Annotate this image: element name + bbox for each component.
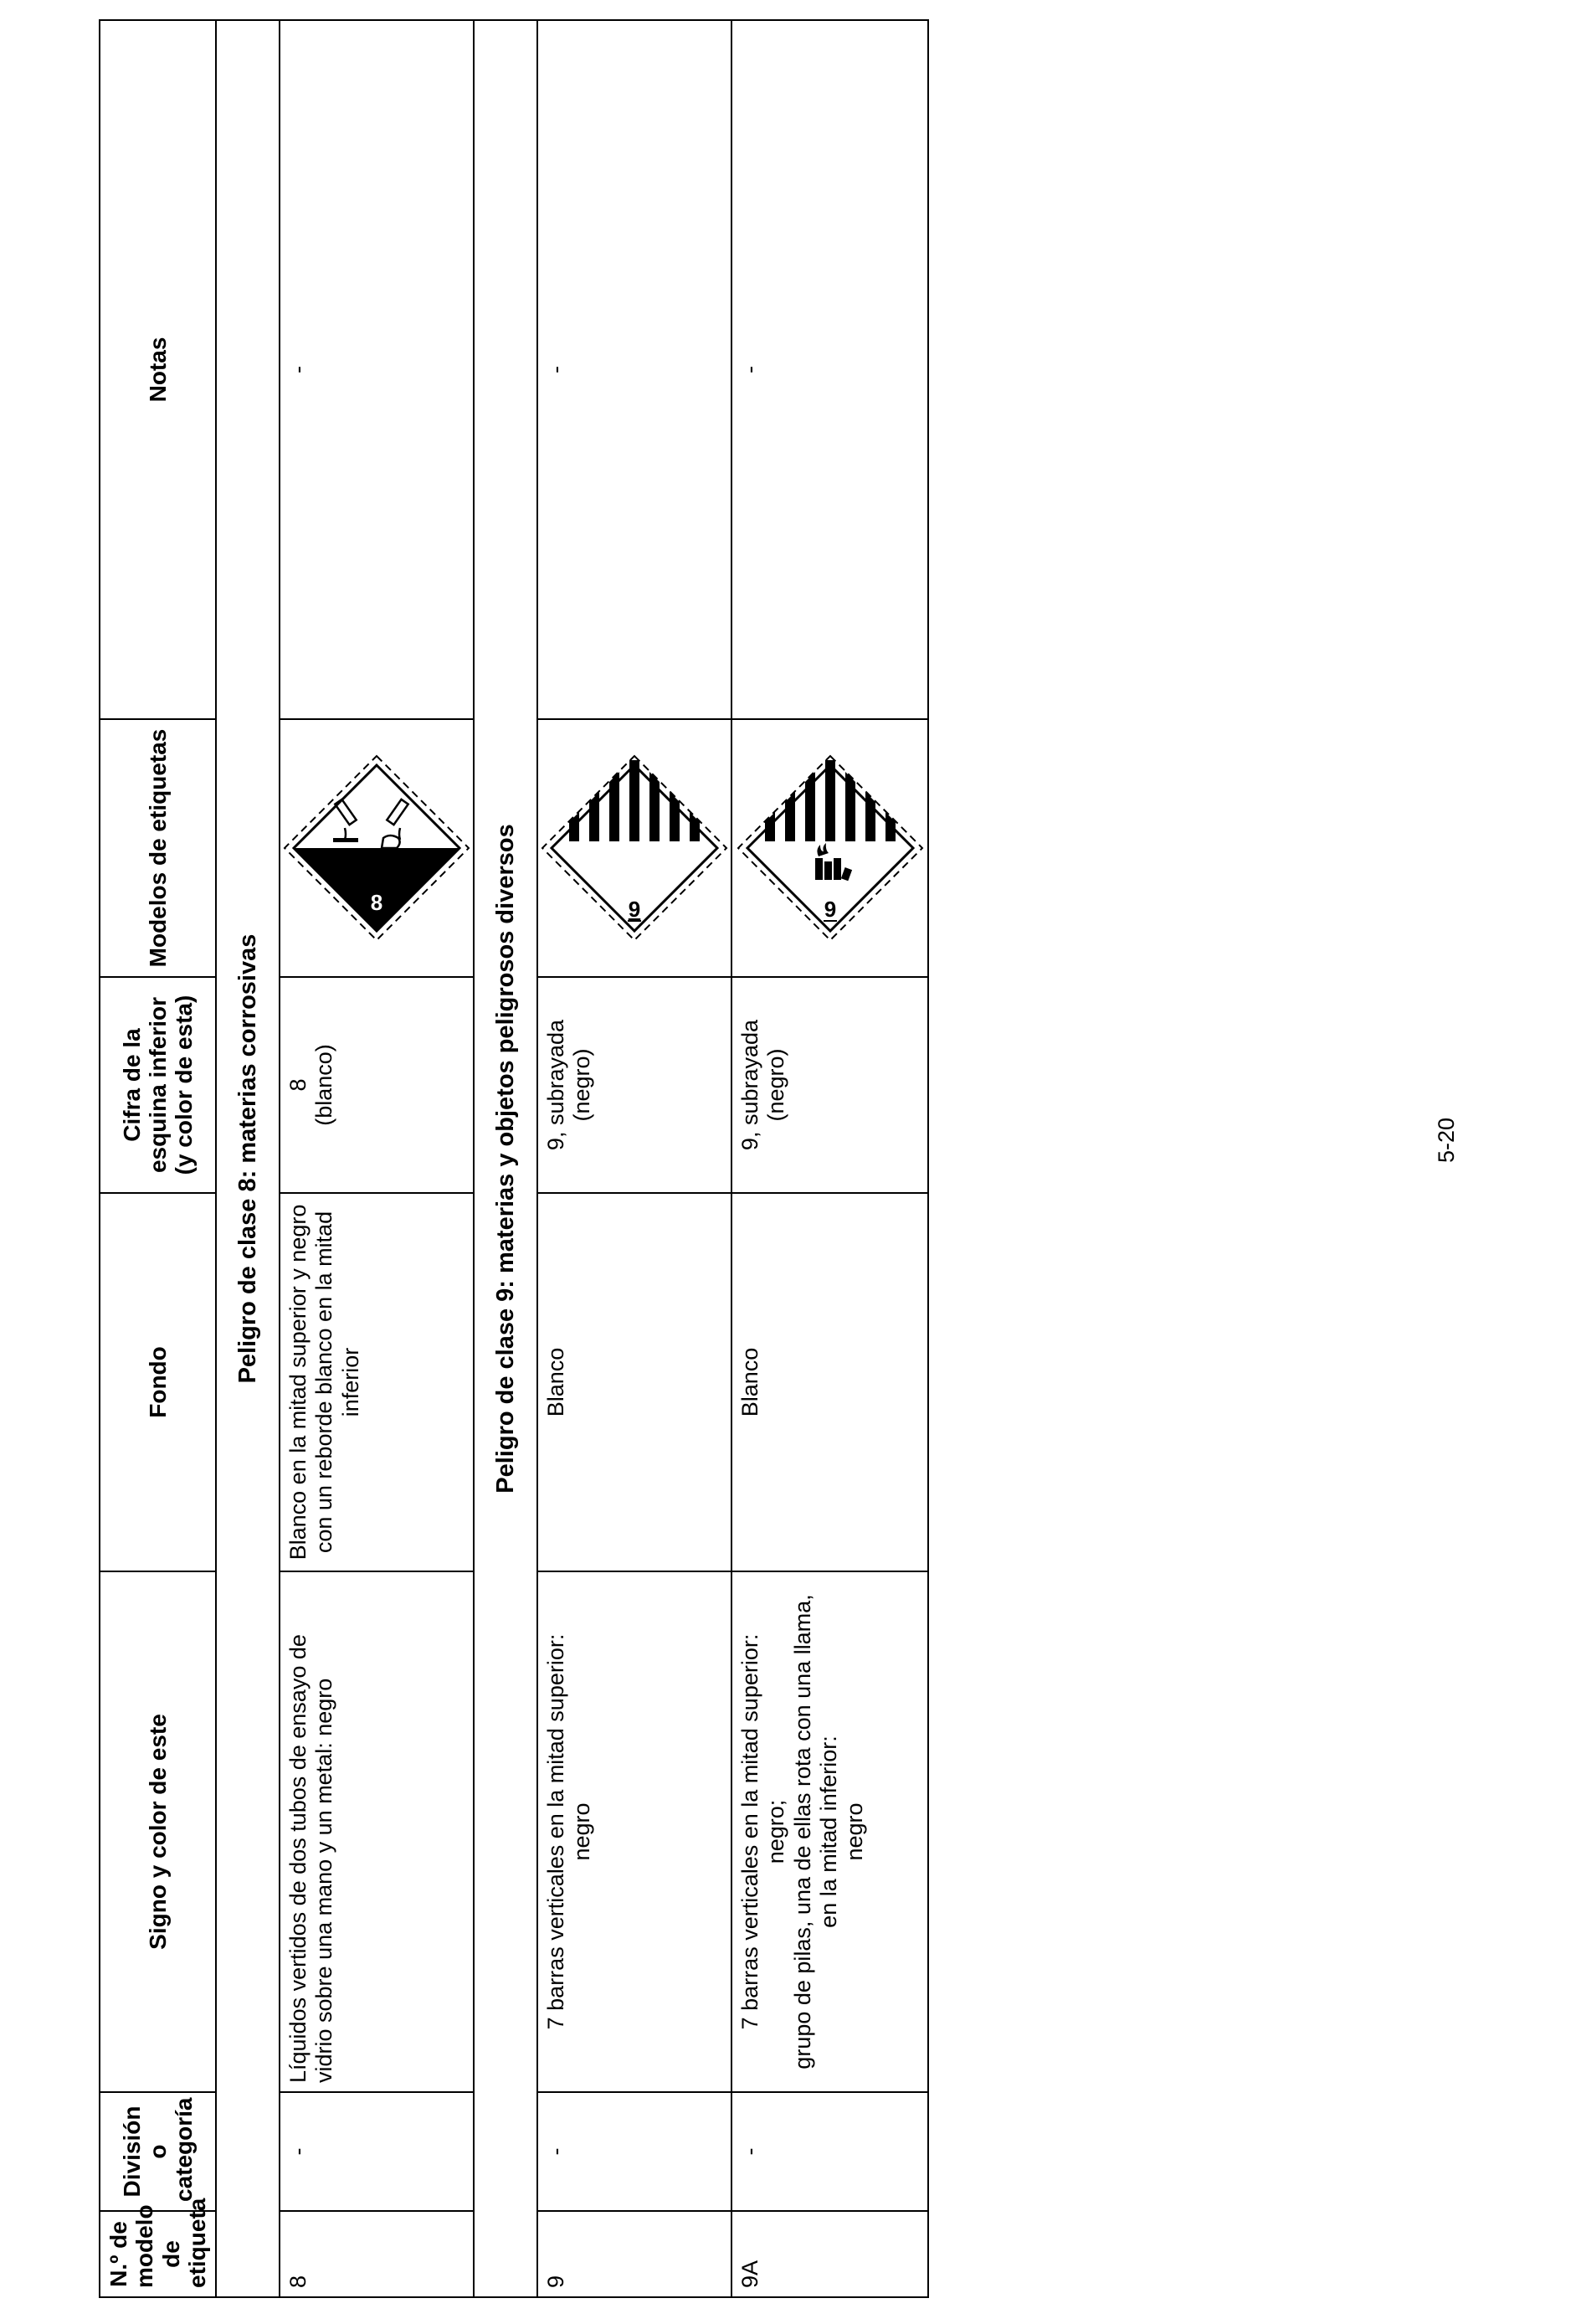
header-division: División o categoría [100, 2092, 216, 2211]
section-title-class9: Peligro de clase 9: materias y objetos peligrosos diversos [474, 20, 537, 2297]
cell-sign: Líquidos vertidos de dos tubos de ensayo de vidrio sobre una mano y un metal: negro [280, 1571, 474, 2092]
table-row [731, 20, 928, 2297]
cell-label-image [280, 719, 474, 977]
cell-notes: - [537, 20, 731, 719]
header-sign: Signo y color de este [100, 1571, 216, 2092]
corner-figure-color: (negro) [569, 1048, 595, 1122]
section-row-class8 [216, 20, 280, 2297]
cell-sign [537, 1571, 731, 2092]
section-title-class8: Peligro de clase 8: materias corrosivas [216, 20, 280, 2297]
cell-notes: - [280, 20, 474, 719]
table-row [280, 20, 474, 2297]
label-number-9a: 9 [824, 897, 837, 922]
cell-division: - [280, 2092, 474, 2211]
header-model-no: N.º de modelo de etiqueta [100, 2211, 216, 2297]
cell-background: Blanco en la mitad superior y negro con un reborde blanco en la mitad inferior [280, 1193, 474, 1571]
cell-division: - [537, 2092, 731, 2211]
sign-line: negro [569, 1802, 595, 1861]
cell-notes: - [731, 20, 928, 719]
sign-line: negro; [763, 1799, 789, 1864]
header-corner-figure: Cifra de la esquina inferior (y color de esta) [100, 977, 216, 1193]
cell-model-no: 9 [537, 2211, 731, 2297]
cell-sign [731, 1571, 928, 2092]
corner-figure-color: (negro) [763, 1048, 789, 1122]
label-number-9: 9 [629, 897, 641, 922]
sign-line: negro [841, 1802, 867, 1861]
cell-division: - [731, 2092, 928, 2211]
cell-corner-figure [280, 977, 474, 1193]
corner-figure-color: (blanco) [311, 1044, 337, 1126]
class9-misc-label [538, 752, 731, 944]
cell-background: Blanco [537, 1193, 731, 1571]
corner-figure-value: 9, subrayada [737, 1019, 763, 1151]
corner-figure-value: 9, subrayada [543, 1019, 569, 1151]
cell-label-image [731, 719, 928, 977]
header-label-models: Modelos de etiquetas [100, 719, 216, 977]
cell-model-no: 9A [731, 2211, 928, 2297]
label-number-8: 8 [371, 890, 383, 915]
sign-line: 7 barras verticales en la mitad superior: [543, 1633, 569, 2030]
cell-model-no: 8 [280, 2211, 474, 2297]
header-background: Fondo [100, 1193, 216, 1571]
class8-corrosive-label [280, 752, 473, 944]
sign-line: grupo de pilas, una de ellas rota con una llama, en la mitad inferior: [789, 1594, 841, 2069]
header-row [100, 20, 216, 2297]
table-row [537, 20, 731, 2297]
cell-label-image [537, 719, 731, 977]
cell-corner-figure [731, 977, 928, 1193]
section-row-class9 [474, 20, 537, 2297]
cell-corner-figure [537, 977, 731, 1193]
header-notes: Notas [100, 20, 216, 719]
page-number: 5-20 [1434, 1117, 1459, 1163]
hazard-label-table [99, 19, 929, 2298]
cell-background: Blanco [731, 1193, 928, 1571]
sign-line: 7 barras verticales en la mitad superior: [737, 1633, 763, 2030]
corner-figure-value: 8 [285, 1078, 311, 1092]
class9a-battery-label [734, 752, 927, 944]
